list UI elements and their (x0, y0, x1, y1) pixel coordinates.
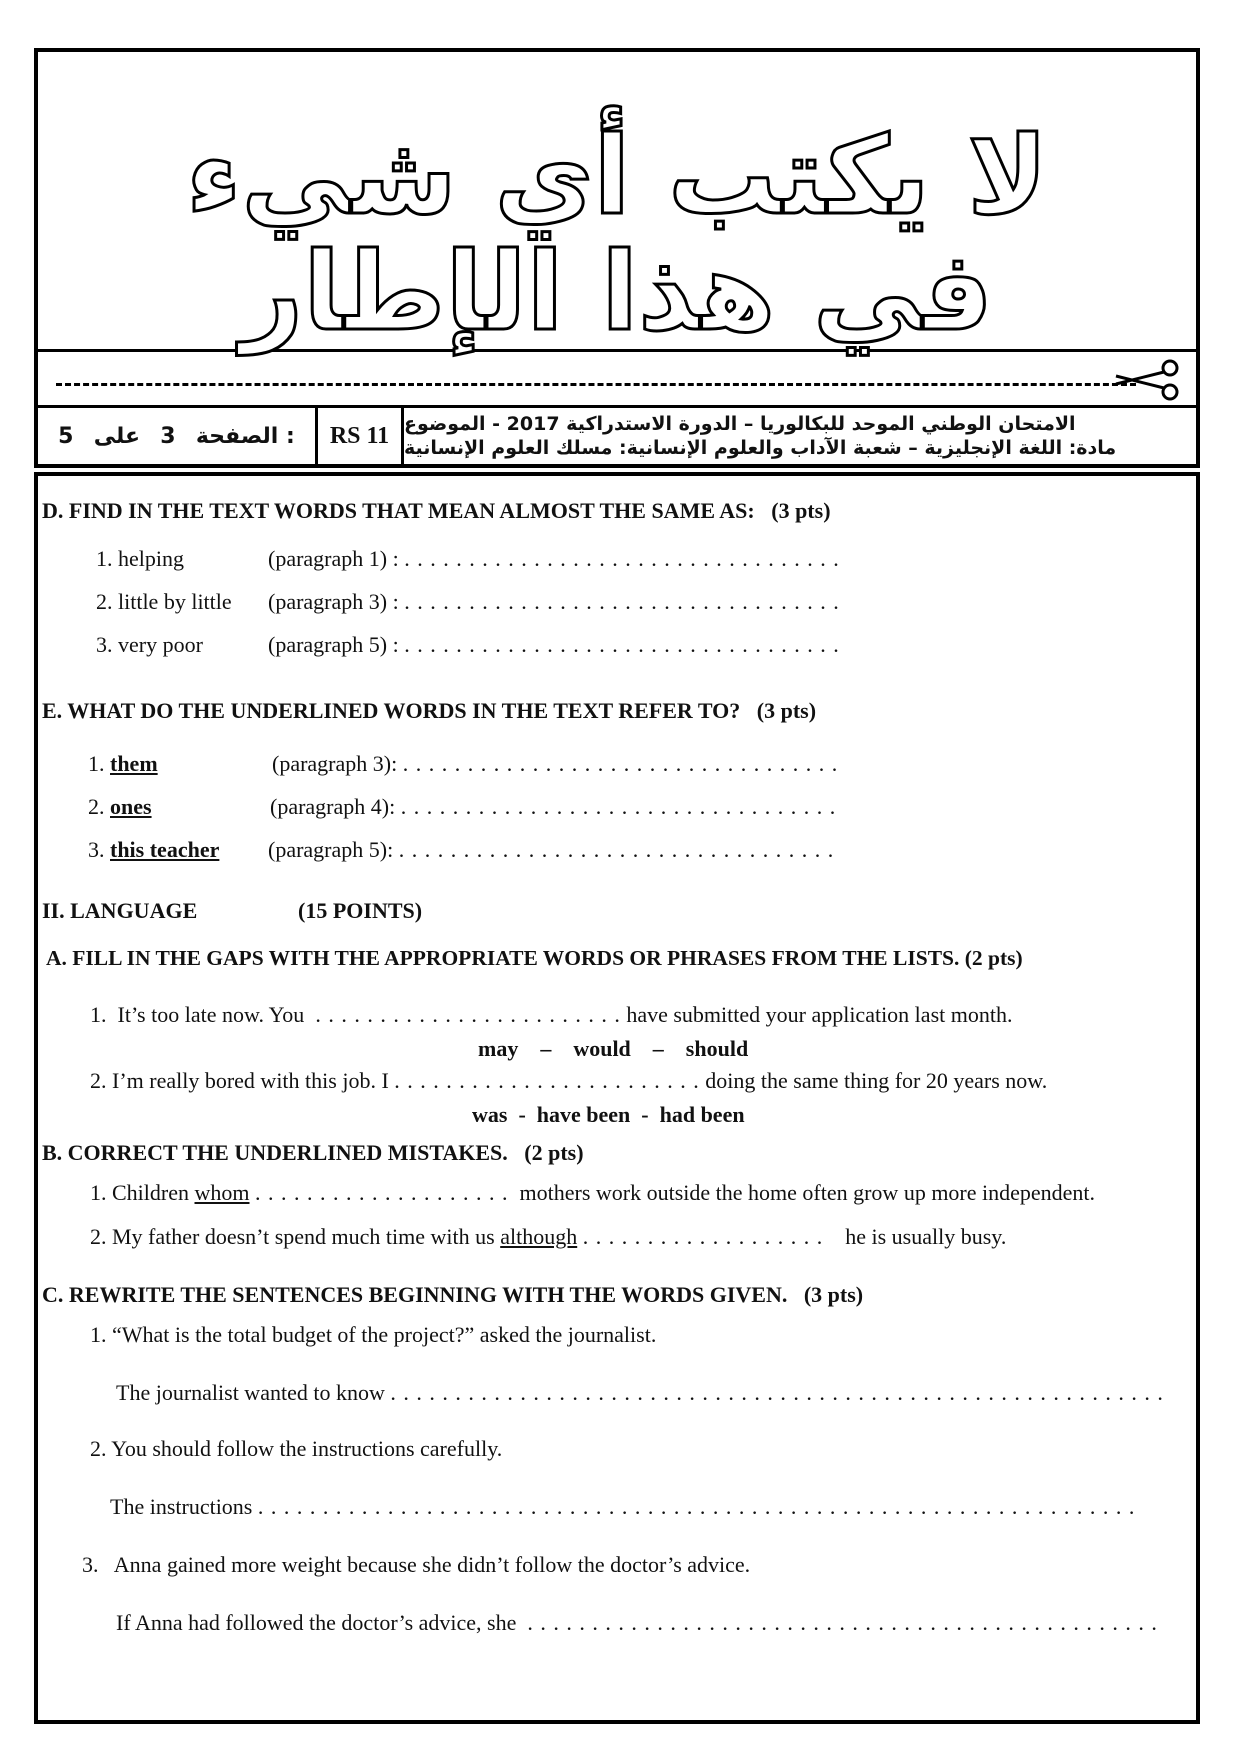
exam-code: RS 11 (318, 408, 404, 464)
exam-header-row (38, 408, 1196, 464)
e-item-1: 1. them (88, 751, 158, 776)
d-item-1-ref: (paragraph 1) : . . . . . . . . . . . . . . . . . . . . . . . . . . . . . . . . . . (268, 546, 840, 571)
section-e-points: (3 pts) (756, 698, 817, 723)
c-item-3-rewrite: If Anna had followed the doctor’s advice, she . . . . . . . . . . . . . . . . . . . . . . . . . . . . . . . . . . . . . . . . . . . . . . . . . (116, 1610, 1158, 1635)
section-a-points: (2 pts) (964, 946, 1023, 970)
subject-line: مادة: اللغة الإنجليزية – شعبة الآداب والعلوم الإنسانية: مسلك العلوم الإنسانية (404, 437, 1117, 459)
page-number: 3 (160, 423, 176, 449)
rewrite-blank[interactable]: . . . . . . . . . . . . . . . . . . . . . . . . . . . . . . . . . . . . . . . . . . . . . . . . . . . . . . . . . . . . . . . . . . . . (257, 1494, 1136, 1519)
referent-word: ones (110, 794, 152, 819)
c-item-2-sentence: 2. You should follow the instructions carefully. (90, 1436, 503, 1461)
no-write-frame (34, 48, 1200, 468)
gap-blank[interactable]: . . . . . . . . . . . . . . . . . . . . . . . . (394, 1068, 700, 1093)
mistake-word: although (500, 1224, 578, 1249)
section-e-title: E. WHAT DO THE UNDERLINED WORDS IN THE TEXT REFER TO? (3 pts) (42, 698, 817, 723)
dashed-cut-line (56, 383, 1136, 386)
language-title: II. LANGUAGE (42, 898, 198, 923)
section-b-points: (2 pts) (524, 1140, 584, 1165)
d-item-3-ref: (paragraph 5) : . . . . . . . . . . . . . . . . . . . . . . . . . . . . . . . . . . (268, 632, 840, 657)
section-c-points: (3 pts) (803, 1282, 864, 1307)
section-a-title: A. FILL IN THE GAPS WITH THE APPROPRIATE WORDS OR PHRASES FROM THE LISTS. (2 pts) (46, 946, 1023, 970)
d-item-3: 3. very poor (96, 632, 203, 657)
e-item-2: 2. ones (88, 794, 152, 819)
d-item-2-ref: (paragraph 3) : . . . . . . . . . . . . . . . . . . . . . . . . . . . . . . . . . . (268, 589, 840, 614)
answer-blank[interactable]: . . . . . . . . . . . . . . . . . . . . . . . . . . . . . . . . . . (404, 589, 840, 614)
section-d-points: (3 pts) (771, 498, 831, 523)
e-item-2-ref: (paragraph 4): . . . . . . . . . . . . . . . . . . . . . . . . . . . . . . . . . . (270, 794, 837, 819)
c-item-1-sentence: 1. “What is the total budget of the project?” asked the journalist. (90, 1322, 657, 1347)
a-item-2: 2. I’m really bored with this job. I . . . . . . . . . . . . . . . . . . . . . . . . doing the same thing for 20 years now. (90, 1068, 1048, 1093)
scissors-icon (1112, 358, 1182, 402)
rewrite-blank[interactable]: . . . . . . . . . . . . . . . . . . . . . . . . . . . . . . . . . . . . . . . . . . . . . . . . . . . . . . . . . . . . (390, 1380, 1164, 1405)
exam-content-frame (34, 472, 1200, 1724)
total-pages: 5 (58, 423, 74, 449)
exam-title (404, 408, 1196, 464)
e-item-3-ref: (paragraph 5): . . . . . . . . . . . . . . . . . . . . . . . . . . . . . . . . . . (268, 837, 835, 862)
b-item-1: 1. Children whom . . . . . . . . . . . . . . . . . . . . mothers work outside the home often grow up more independent. (90, 1180, 1096, 1205)
b-item-2: 2. My father doesn’t spend much time with us although . . . . . . . . . . . . . . . . . . . he is usually busy. (90, 1224, 1007, 1249)
answer-blank[interactable]: . . . . . . . . . . . . . . . . . . . . . . . . . . . . . . . . . . (402, 751, 839, 776)
c-item-3-sentence: 3. Anna gained more weight because she didn’t follow the doctor’s advice. (82, 1552, 751, 1577)
of-label: على (93, 423, 140, 449)
e-item-3: 3. this teacher (88, 837, 220, 862)
exam-line: الامتحان الوطني الموحد للبكالوريا – الدورة الاستدراكية 2017 - الموضوع (404, 413, 1076, 435)
referent-word: them (110, 751, 158, 776)
gap-blank[interactable]: . . . . . . . . . . . . . . . . . . . . . . . . (315, 1002, 621, 1027)
section-d-title: D. FIND IN THE TEXT WORDS THAT MEAN ALMOST THE SAME AS: (3 pts) (42, 498, 831, 523)
a-item-1: 1. It’s too late now. You . . . . . . . . . . . . . . . . . . . . . . . . have submitted your application last month. (90, 1002, 1013, 1027)
stamp-line-2: في هذا الإطار (240, 230, 994, 355)
correction-blank[interactable]: . . . . . . . . . . . . . . . . . . . . (255, 1180, 509, 1205)
cut-line-strip (38, 352, 1196, 408)
mistake-word: whom (194, 1180, 250, 1205)
no-write-stamp (38, 52, 1196, 355)
stamp-line-1: لا يكتب أي شيء (186, 114, 1048, 239)
answer-blank[interactable]: . . . . . . . . . . . . . . . . . . . . . . . . . . . . . . . . . . (404, 546, 840, 571)
language-points: (15 POINTS) (298, 898, 423, 923)
c-item-2-rewrite: The instructions . . . . . . . . . . . . . . . . . . . . . . . . . . . . . . . . . . . . . . . . . . . . . . . . . . . . . . . . . . . . . . . . . . . . (110, 1494, 1136, 1519)
page-indicator (38, 408, 318, 464)
section-c-title: C. REWRITE THE SENTENCES BEGINNING WITH THE WORDS GIVEN. (3 pts) (42, 1282, 864, 1307)
e-item-1-ref: (paragraph 3): . . . . . . . . . . . . . . . . . . . . . . . . . . . . . . . . . . (272, 751, 839, 776)
answer-blank[interactable]: . . . . . . . . . . . . . . . . . . . . . . . . . . . . . . . . . . (398, 837, 835, 862)
a-item-1-options: may – would – should (478, 1036, 749, 1061)
c-item-1-rewrite: The journalist wanted to know . . . . . . . . . . . . . . . . . . . . . . . . . . . . . . . . . . . . . . . . . . . . . . . . . . . . . . . . . . . . (116, 1380, 1164, 1405)
page-label: الصفحة : (195, 423, 295, 449)
a-item-2-options: was - have been - had been (472, 1102, 745, 1127)
referent-word: this teacher (110, 837, 220, 862)
d-item-2: 2. little by little (96, 589, 232, 614)
section-b-title: B. CORRECT THE UNDERLINED MISTAKES. (2 pts) (42, 1140, 584, 1165)
answer-blank[interactable]: . . . . . . . . . . . . . . . . . . . . . . . . . . . . . . . . . . (400, 794, 837, 819)
correction-blank[interactable]: . . . . . . . . . . . . . . . . . . . (582, 1224, 824, 1249)
rewrite-blank[interactable]: . . . . . . . . . . . . . . . . . . . . . . . . . . . . . . . . . . . . . . . . . . . . . . . . . (527, 1610, 1158, 1635)
answer-blank[interactable]: . . . . . . . . . . . . . . . . . . . . . . . . . . . . . . . . . . (404, 632, 840, 657)
d-item-1: 1. helping (96, 546, 184, 571)
